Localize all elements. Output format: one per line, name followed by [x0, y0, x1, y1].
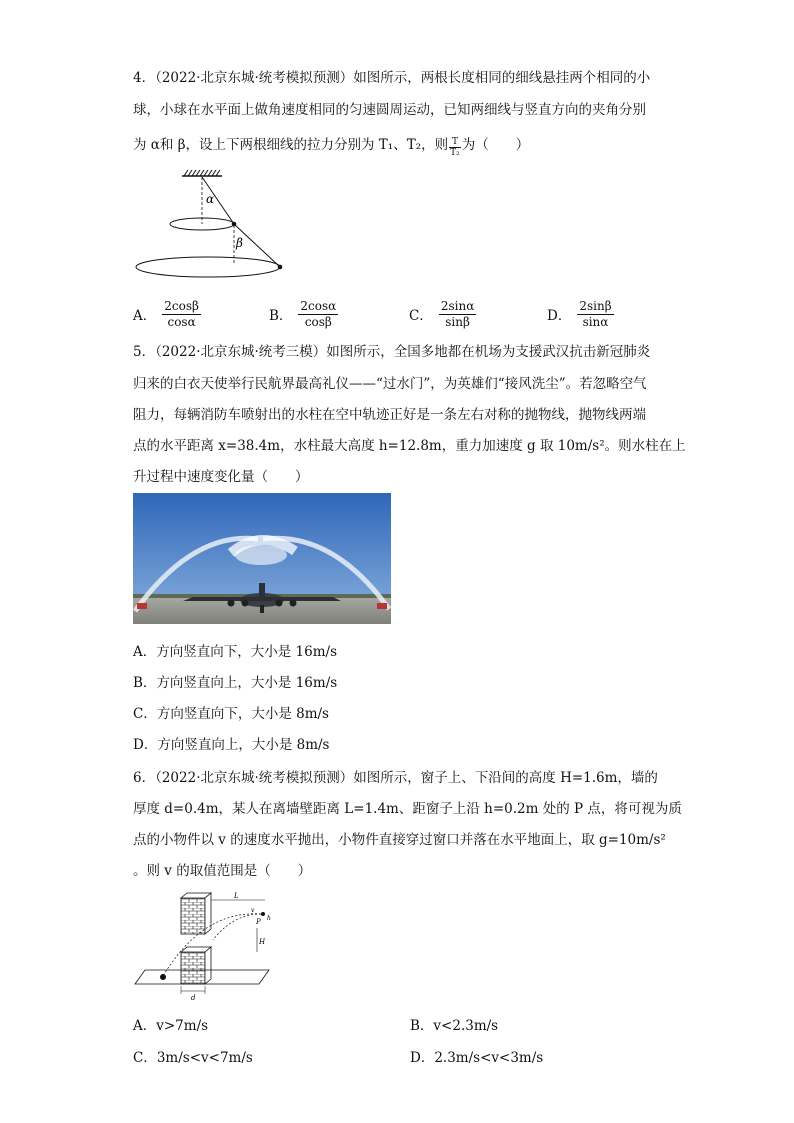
q6-label-L: L — [234, 892, 239, 900]
q4-option-d-num: 2sinβ — [579, 298, 612, 313]
q4-beta-label: β — [236, 236, 243, 250]
q6-option-c[interactable]: C．3m/s<v<7m/s — [133, 1050, 253, 1066]
q4-ratio-den: T₂ — [450, 148, 460, 158]
q4-option-d[interactable] — [547, 296, 614, 332]
q4-option-d-fraction — [577, 299, 613, 330]
q4-line-3a: 为 α和 β，设上下两根细线的拉力分别为 T₁、T₂，则 — [133, 137, 449, 153]
q4-line-3 — [133, 133, 529, 158]
q4-option-a-num: 2cosβ — [164, 298, 199, 313]
q4-option-b-den: cosβ — [304, 314, 332, 329]
q4-option-c-label: C． — [409, 308, 433, 324]
q6-option-b[interactable]: B．v<2.3m/s — [410, 1018, 499, 1034]
q4-option-b-label: B． — [269, 308, 293, 324]
q5-water-gate-photo — [133, 493, 391, 624]
q4-option-b-fraction — [298, 299, 338, 330]
q5-option-b[interactable]: B．方向竖直向上，大小是 16m/s — [133, 675, 338, 691]
q6-line-2: 厚度 d=0.4m，某人在离墙壁距离 L=1.4m、距窗子上沿 h=0.2m 处的 P 点，将可视为质 — [133, 801, 682, 817]
q6-option-a[interactable]: A．v>7m/s — [133, 1018, 209, 1034]
q6-line-4: 。则 v 的取值范围是（ ） — [133, 863, 312, 879]
q5-line-4: 点的水平距离 x=38.4m，水柱最大高度 h=12.8m，重力加速度 g 取 10m/s²。则水柱在上 — [133, 438, 686, 454]
q6-label-v: v — [251, 907, 255, 914]
q4-option-a[interactable] — [133, 296, 201, 332]
q6-line-3: 点的小物件以 v 的速度水平抛出，小物件直接穿过窗口并落在水平地面上，取 g=10m/s² — [133, 832, 666, 848]
q5-option-c[interactable]: C．方向竖直向下，大小是 8m/s — [133, 706, 329, 722]
q4-ratio-fraction — [449, 137, 461, 158]
q4-options — [133, 296, 663, 332]
q4-option-c-den: sinβ — [445, 314, 470, 329]
q5-option-d[interactable]: D．方向竖直向上，大小是 8m/s — [133, 737, 330, 753]
q4-alpha-label: α — [206, 192, 215, 206]
q5-line-1: 5．（2022·北京东城·统考三模）如图所示，全国多地都在机场为支援武汉抗击新冠肺炎 — [133, 344, 651, 360]
q4-option-a-label: A． — [133, 308, 157, 324]
q4-option-c-fraction — [439, 299, 476, 330]
q6-label-h: h — [267, 915, 271, 922]
q4-ratio-num: T — [449, 137, 461, 148]
q5-line-2: 归来的白衣天使举行民航界最高礼仪——“过水门”，为英雄们“接风洗尘”。若忽略空气 — [133, 376, 647, 392]
q4-option-c-num: 2sinα — [440, 298, 475, 313]
q4-option-b[interactable] — [269, 296, 338, 332]
q4-option-c[interactable] — [409, 296, 476, 332]
q4-option-d-label: D． — [547, 308, 572, 324]
q4-line-2: 球，小球在水平面上做角速度相同的匀速圆周运动，已知两细线与竖直方向的夹角分别 — [133, 102, 646, 118]
q4-option-a-fraction — [162, 299, 201, 330]
q4-line-1: 4．（2022·北京东城·统考模拟预测）如图所示，两根长度相同的细线悬挂两个相同的小 — [133, 70, 651, 86]
q5-line-5: 升过程中速度变化量（ ） — [133, 469, 309, 485]
q6-label-d: d — [191, 994, 196, 1002]
q4-option-b-num: 2cosα — [300, 298, 337, 313]
q4-line-3b: 为（ ） — [461, 137, 530, 153]
q6-option-d[interactable]: D．2.3m/s<v<3m/s — [410, 1050, 544, 1066]
q6-line-1: 6．（2022·北京东城·统考模拟预测）如图所示，窗子上、下沿间的高度 H=1.6m，墙的 — [133, 770, 658, 786]
q5-option-a[interactable]: A．方向竖直向下，大小是 16m/s — [133, 644, 337, 660]
q6-label-P: P — [256, 918, 261, 926]
q4-option-d-den: sinα — [582, 314, 609, 329]
q5-line-3: 阻力，每辆消防车喷射出的水柱在空中轨迹正好是一条左右对称的抛物线，抛物线两端 — [133, 407, 646, 423]
q4-pendulum-figure — [130, 168, 295, 288]
q4-option-a-den: cosα — [167, 314, 196, 329]
q6-label-H: H — [259, 938, 266, 946]
q6-window-figure — [133, 890, 273, 1002]
